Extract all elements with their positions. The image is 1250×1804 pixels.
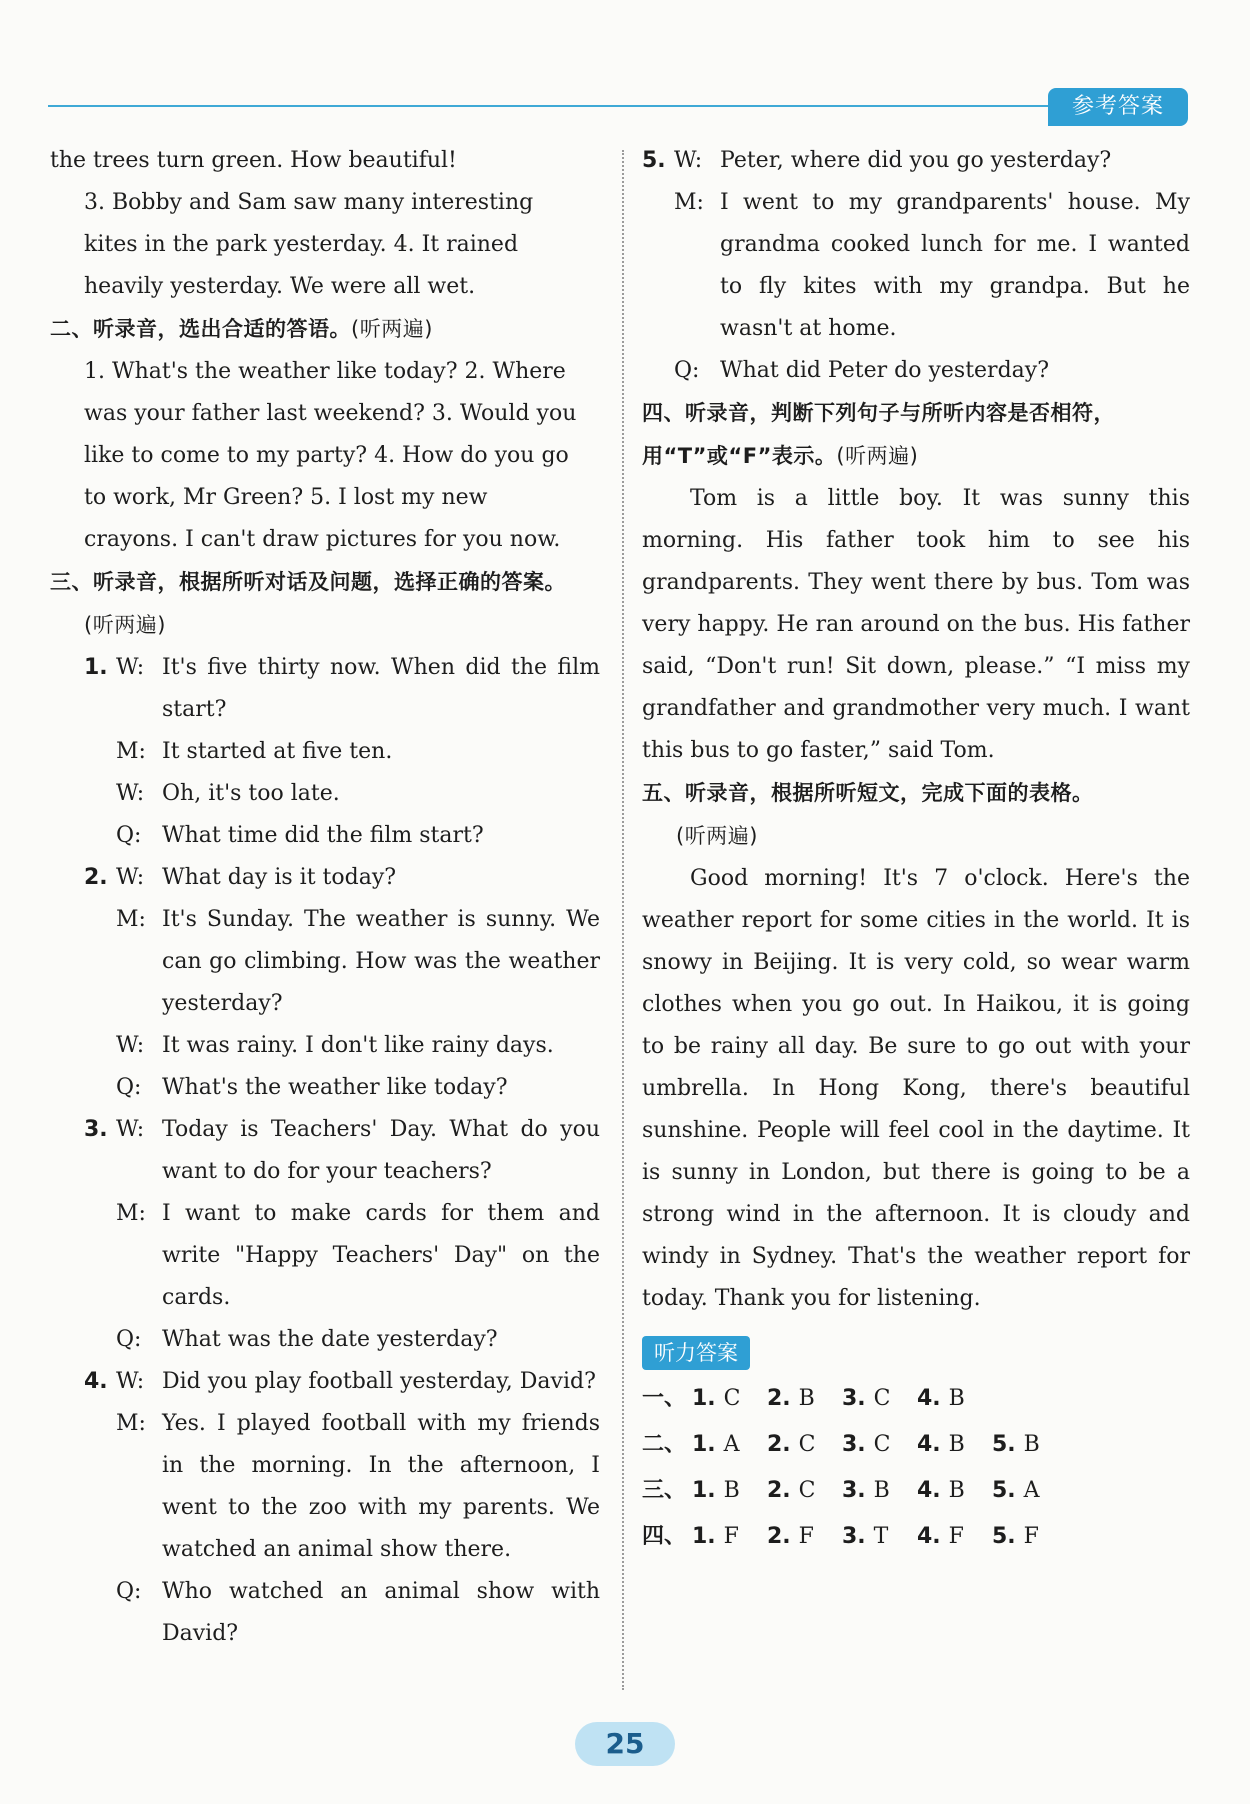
- answer-item: [692, 1376, 767, 1422]
- answer-item: [842, 1468, 917, 1514]
- answer-row-label: 一、: [642, 1386, 687, 1411]
- speaker: W:: [674, 148, 703, 173]
- answer-item: [992, 1514, 1067, 1560]
- answer-value: B: [948, 1432, 965, 1457]
- dialog-number: 2.: [84, 865, 108, 890]
- right-column: [642, 140, 1190, 1560]
- dialog-number: [84, 815, 116, 857]
- dialog-number: [84, 1067, 116, 1109]
- dialog-text: What did Peter do yesterday?: [720, 358, 1049, 383]
- dialog-number: [642, 182, 674, 350]
- dialog-text: Oh, it's too late.: [162, 781, 340, 806]
- answer-value: B: [873, 1478, 890, 1503]
- answer-item: [842, 1376, 917, 1422]
- speaker: W:: [116, 1117, 145, 1142]
- dialog-number: [84, 731, 116, 773]
- answer-number: 1.: [692, 1478, 716, 1503]
- answer-row-label: 三、: [642, 1478, 687, 1503]
- dialog-text: Peter, where did you go yesterday?: [720, 148, 1112, 173]
- dialog-line: [84, 1319, 600, 1361]
- dialog-text: I went to my grandparents' house. My grandma cooked lunch for me. I wanted to fly kites with my grandpa. But he wasn't at home.: [720, 190, 1190, 341]
- answer-item: [842, 1514, 917, 1560]
- dialog-line: [642, 350, 1190, 392]
- speaker: W:: [116, 865, 145, 890]
- dialog-number: [84, 1193, 116, 1319]
- answer-value: C: [873, 1386, 891, 1411]
- answer-item: [992, 1422, 1067, 1468]
- answer-item: [767, 1376, 842, 1422]
- dialog: [642, 140, 1190, 392]
- answer-value: C: [798, 1432, 816, 1457]
- section-2-line: crayons. I can't draw pictures for you now.: [84, 527, 561, 552]
- answers-table: [642, 1376, 1190, 1560]
- dialog-text: It was rainy. I don't like rainy days.: [162, 1033, 554, 1058]
- answer-item: [917, 1514, 992, 1560]
- section-2-title: 二、听录音，选出合适的答语。: [50, 317, 351, 341]
- answer-value: F: [948, 1524, 964, 1549]
- answer-row-label: 二、: [642, 1432, 687, 1457]
- dialog-text: Who watched an animal show with David?: [162, 1579, 600, 1646]
- answer-item: [917, 1468, 992, 1514]
- section-2-heading: [50, 308, 600, 351]
- speaker: W:: [116, 1033, 145, 1058]
- answer-number: 2.: [767, 1432, 791, 1457]
- dialog: [84, 1109, 600, 1361]
- speaker: W:: [116, 1369, 145, 1394]
- answer-number: 3.: [842, 1386, 866, 1411]
- answer-value: F: [723, 1524, 739, 1549]
- dialog-number: 1.: [84, 655, 108, 680]
- speaker: M:: [116, 907, 146, 932]
- answer-number: 2.: [767, 1478, 791, 1503]
- dialog-number: [642, 350, 674, 392]
- intro-line: heavily yesterday. We were all wet.: [84, 274, 476, 299]
- answer-value: A: [1023, 1478, 1040, 1503]
- answer-value: C: [798, 1478, 816, 1503]
- speaker: W:: [116, 655, 145, 680]
- section-2-lines: [50, 351, 600, 561]
- answer-number: 2.: [767, 1386, 791, 1411]
- answer-item: [992, 1468, 1067, 1514]
- section-4-note: (听两遍): [836, 444, 919, 468]
- speaker: M:: [116, 1201, 146, 1226]
- speaker: W:: [116, 781, 145, 806]
- dialog-number: 3.: [84, 1117, 108, 1142]
- answer-item: [917, 1376, 992, 1422]
- section-4-heading-cont: [642, 435, 1190, 478]
- answer-number: 2.: [767, 1524, 791, 1549]
- answer-item: [692, 1514, 767, 1560]
- dialog-number: [84, 1571, 116, 1655]
- dialog-line: [84, 1193, 600, 1319]
- answer-number: 1.: [692, 1432, 716, 1457]
- intro-line: kites in the park yesterday. 4. It rained: [84, 232, 519, 257]
- dialog-text: Yes. I played football with my friends in the morning. In the afternoon, I went to the zoo with my parents. We watched an animal show there.: [162, 1411, 600, 1562]
- dialog-line: [84, 1403, 600, 1571]
- answer-number: 5.: [992, 1432, 1016, 1457]
- dialog-number: 5.: [642, 148, 666, 173]
- answer-value: C: [873, 1432, 891, 1457]
- speaker: M:: [116, 1411, 146, 1436]
- dialog: [84, 1361, 600, 1655]
- answer-number: 4.: [917, 1432, 941, 1457]
- header-tab: 参考答案: [1048, 88, 1188, 126]
- dialog-text: What time did the film start?: [162, 823, 484, 848]
- speaker: Q:: [116, 1075, 142, 1100]
- answer-value: F: [1023, 1524, 1039, 1549]
- answer-number: 5.: [992, 1478, 1016, 1503]
- dialog-line: [84, 1067, 600, 1109]
- answer-value: A: [723, 1432, 740, 1457]
- dialog-text: I want to make cards for them and write "Happy Teachers' Day" on the cards.: [162, 1201, 600, 1310]
- dialog-number: [84, 1403, 116, 1571]
- section-4-passage: Tom is a little boy. It was sunny this morning. His father took him to see his grandparents. They went there by bus. Tom was very happy. He ran around on the bus. His father said, “Don't run! Sit down, please.” “I miss my grandfather and grandmother very much. I want this bus to go faster,” said Tom.: [642, 486, 1190, 763]
- dialog-line: [84, 857, 600, 899]
- answer-number: 4.: [917, 1478, 941, 1503]
- answer-value: B: [948, 1386, 965, 1411]
- speaker: Q:: [674, 358, 700, 383]
- column-divider: [622, 150, 624, 1690]
- speaker: Q:: [116, 1579, 142, 1604]
- speaker: Q:: [116, 823, 142, 848]
- answer-value: B: [723, 1478, 740, 1503]
- answer-number: 4.: [917, 1386, 941, 1411]
- answer-row: [642, 1422, 1190, 1468]
- answer-number: 4.: [917, 1524, 941, 1549]
- answer-row: [642, 1376, 1190, 1422]
- answer-number: 5.: [992, 1524, 1016, 1549]
- dialog-line: [84, 899, 600, 1025]
- dialog-line: [642, 140, 1190, 182]
- dialog-number: 4.: [84, 1369, 108, 1394]
- answer-item: [767, 1514, 842, 1560]
- dialog-text: It's five thirty now. When did the film start?: [162, 655, 600, 722]
- section-5-heading: 五、听录音，根据所听短文，完成下面的表格。: [642, 781, 1094, 805]
- answer-row-label: 四、: [642, 1524, 687, 1549]
- dialog-number: [84, 1025, 116, 1067]
- answer-number: 1.: [692, 1524, 716, 1549]
- left-column: [50, 140, 600, 1655]
- speaker: Q:: [116, 1327, 142, 1352]
- answer-number: 3.: [842, 1432, 866, 1457]
- dialog-line: [84, 1361, 600, 1403]
- section-2-line: like to come to my party? 4. How do you go: [84, 443, 569, 468]
- answer-number: 3.: [842, 1524, 866, 1549]
- speaker: M:: [116, 739, 146, 764]
- dialog-line: [84, 1571, 600, 1655]
- dialog-text: What was the date yesterday?: [162, 1327, 498, 1352]
- dialog-line: [642, 182, 1190, 350]
- answer-item: [917, 1422, 992, 1468]
- section-4-heading: 四、听录音，判断下列句子与所听内容是否相符，: [642, 401, 1115, 425]
- dialog-number: [84, 1319, 116, 1361]
- answer-item: [767, 1422, 842, 1468]
- answer-item: [842, 1422, 917, 1468]
- section-3-heading: 三、听录音，根据所听对话及问题，选择正确的答案。: [50, 570, 566, 594]
- section-5-note: (听两遍): [676, 824, 758, 848]
- answer-item: [692, 1468, 767, 1514]
- section-5-passage: Good morning! It's 7 o'clock. Here's the weather report for some cities in the world. It is snowy in Beijing. It is very cold, so wear warm clothes when you go out. In Haikou, it is going to be rainy all day. Be sure to go out with your umbrella. In Hong Kong, there's beautiful sunshine. People will feel cool in the daytime. It is sunny in London, but there is going to be a strong wind in the afternoon. It is cloudy and windy in Sydney. That's the weather report for today. Thank you for listening.: [642, 866, 1190, 1311]
- answer-row: [642, 1514, 1190, 1560]
- answer-row: [642, 1468, 1190, 1514]
- section-2-line: to work, Mr Green? 5. I lost my new: [84, 485, 488, 510]
- answer-value: B: [798, 1386, 815, 1411]
- answer-item: [767, 1468, 842, 1514]
- page-number: 25: [575, 1722, 675, 1766]
- dialog-text: What day is it today?: [162, 865, 397, 890]
- answer-number: 1.: [692, 1386, 716, 1411]
- section-3-dialogs: [50, 647, 600, 1655]
- dialog-number: [84, 899, 116, 1025]
- dialog-line: [84, 1025, 600, 1067]
- dialog-text: It's Sunday. The weather is sunny. We can go climbing. How was the weather yesterday?: [162, 907, 600, 1016]
- section-2-note: (听两遍): [351, 317, 433, 341]
- header-rule: [48, 105, 1063, 107]
- intro-line: 3. Bobby and Sam saw many interesting: [84, 190, 534, 215]
- dialog: [84, 647, 600, 857]
- answer-item: [692, 1422, 767, 1468]
- section-2-line: 1. What's the weather like today? 2. Where: [84, 359, 566, 384]
- dialog-number: [84, 773, 116, 815]
- section-4-title-cont: 用“T”或“F”表示。: [642, 444, 837, 468]
- dialog-text: It started at five ten.: [162, 739, 393, 764]
- dialog-text: Today is Teachers' Day. What do you want to do for your teachers?: [162, 1117, 600, 1184]
- answers-title: 听力答案: [642, 1336, 750, 1370]
- dialog-5: [642, 140, 1190, 392]
- dialog-line: [84, 773, 600, 815]
- dialog-line: [84, 647, 600, 731]
- dialog-line: [84, 815, 600, 857]
- answer-value: T: [873, 1524, 889, 1549]
- dialog-text: Did you play football yesterday, David?: [162, 1369, 596, 1394]
- intro-line: the trees turn green. How beautiful!: [50, 148, 457, 173]
- dialog: [84, 857, 600, 1109]
- answer-value: B: [1023, 1432, 1040, 1457]
- dialog-text: What's the weather like today?: [162, 1075, 508, 1100]
- answer-value: B: [948, 1478, 965, 1503]
- section-2-line: was your father last weekend? 3. Would you: [84, 401, 577, 426]
- answer-value: C: [723, 1386, 741, 1411]
- answer-value: F: [798, 1524, 814, 1549]
- dialog-line: [84, 731, 600, 773]
- speaker: M:: [674, 190, 704, 215]
- section-3-note: (听两遍): [84, 613, 166, 637]
- dialog-line: [84, 1109, 600, 1193]
- answer-number: 3.: [842, 1478, 866, 1503]
